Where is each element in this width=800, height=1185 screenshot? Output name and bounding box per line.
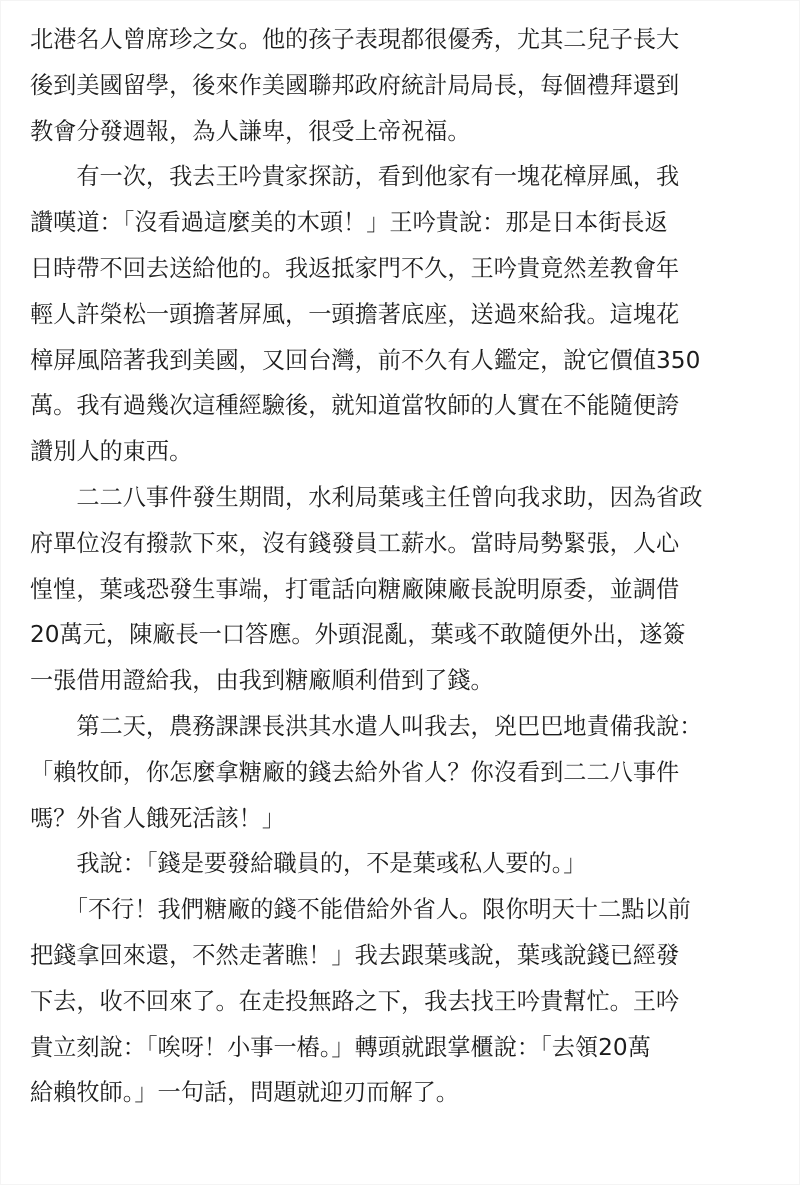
text-line: 樟屏風陪著我到美國，又回台灣，前不久有人鑑定，說它價值350 [30,346,701,374]
text-line: 後到美國留學，後來作美國聯邦政府統計局局長，每個禮拜還到 [30,71,680,99]
text-line: 嗎？外省人餓死活該！」 [30,804,286,832]
text-line: 日時帶不回去送給他的。我返抵家門不久，王吟貴竟然差教會年 [30,254,680,282]
body-text [30,17,770,1116]
text-line: 府單位沒有撥款下來，沒有錢發員工薪水。當時局勢緊張，人心 [30,529,680,557]
text-line: 惶惶，葉彧恐發生事端，打電話向糖廠陳廠長說明原委，並調借 [30,575,680,603]
text-line: 一張借用證給我，由我到糖廠順利借到了錢。 [30,667,494,695]
text-line: 我說：「錢是要發給職員的，不是葉彧私人要的。」 [30,850,587,878]
text-line: 讚嘆道：「沒看過這麼美的木頭！」王吟貴說：那是日本街長返 [30,209,668,237]
text-line: 有一次，我去王吟貴家探訪，看到他家有一塊花樟屏風，我 [30,163,680,191]
text-line: 北港名人曾席珍之女。他的孩子表現都很優秀，尤其二兒子長大 [30,26,680,53]
text-line: 讚別人的東西。 [30,438,193,466]
text-line: 萬。我有過幾次這種經驗後，就知道當牧師的人實在不能隨便誇 [30,392,680,420]
text-line: 第二天，農務課課長洪其水遣人叫我去，兇巴巴地責備我說： [30,712,703,740]
text-line: 貴立刻說：「唉呀！小事一樁。」轉頭就跟掌櫃說：「去領20萬 [30,1033,651,1061]
text-line: 把錢拿回來還，不然走著瞧！」我去跟葉彧說，葉彧說錢已經發 [30,941,680,969]
text-line: 給賴牧師。」一句話，問題就迎刃而解了。 [30,1079,459,1107]
text-line: 二二八事件發生期間，水利局葉彧主任曾向我求助，因為省政 [30,483,703,511]
text-line: 輕人許榮松一頭擔著屏風，一頭擔著底座，送過來給我。這塊花 [30,300,680,328]
text-line: 下去，收不回來了。在走投無路之下，我去找王吟貴幫忙。王吟 [30,987,680,1015]
text-line: 教會分發週報，為人謙卑，很受上帝祝福。 [30,117,471,145]
text-line: 20萬元，陳廠長一口答應。外頭混亂，葉彧不敢隨便外出，遂簽 [30,621,686,649]
text-line: 「不行！我們糖廠的錢不能借給外省人。限你明天十二點以前 [30,896,691,924]
text-line: 「賴牧師，你怎麼拿糖廠的錢去給外省人？你沒看到二二八事件 [30,758,680,786]
